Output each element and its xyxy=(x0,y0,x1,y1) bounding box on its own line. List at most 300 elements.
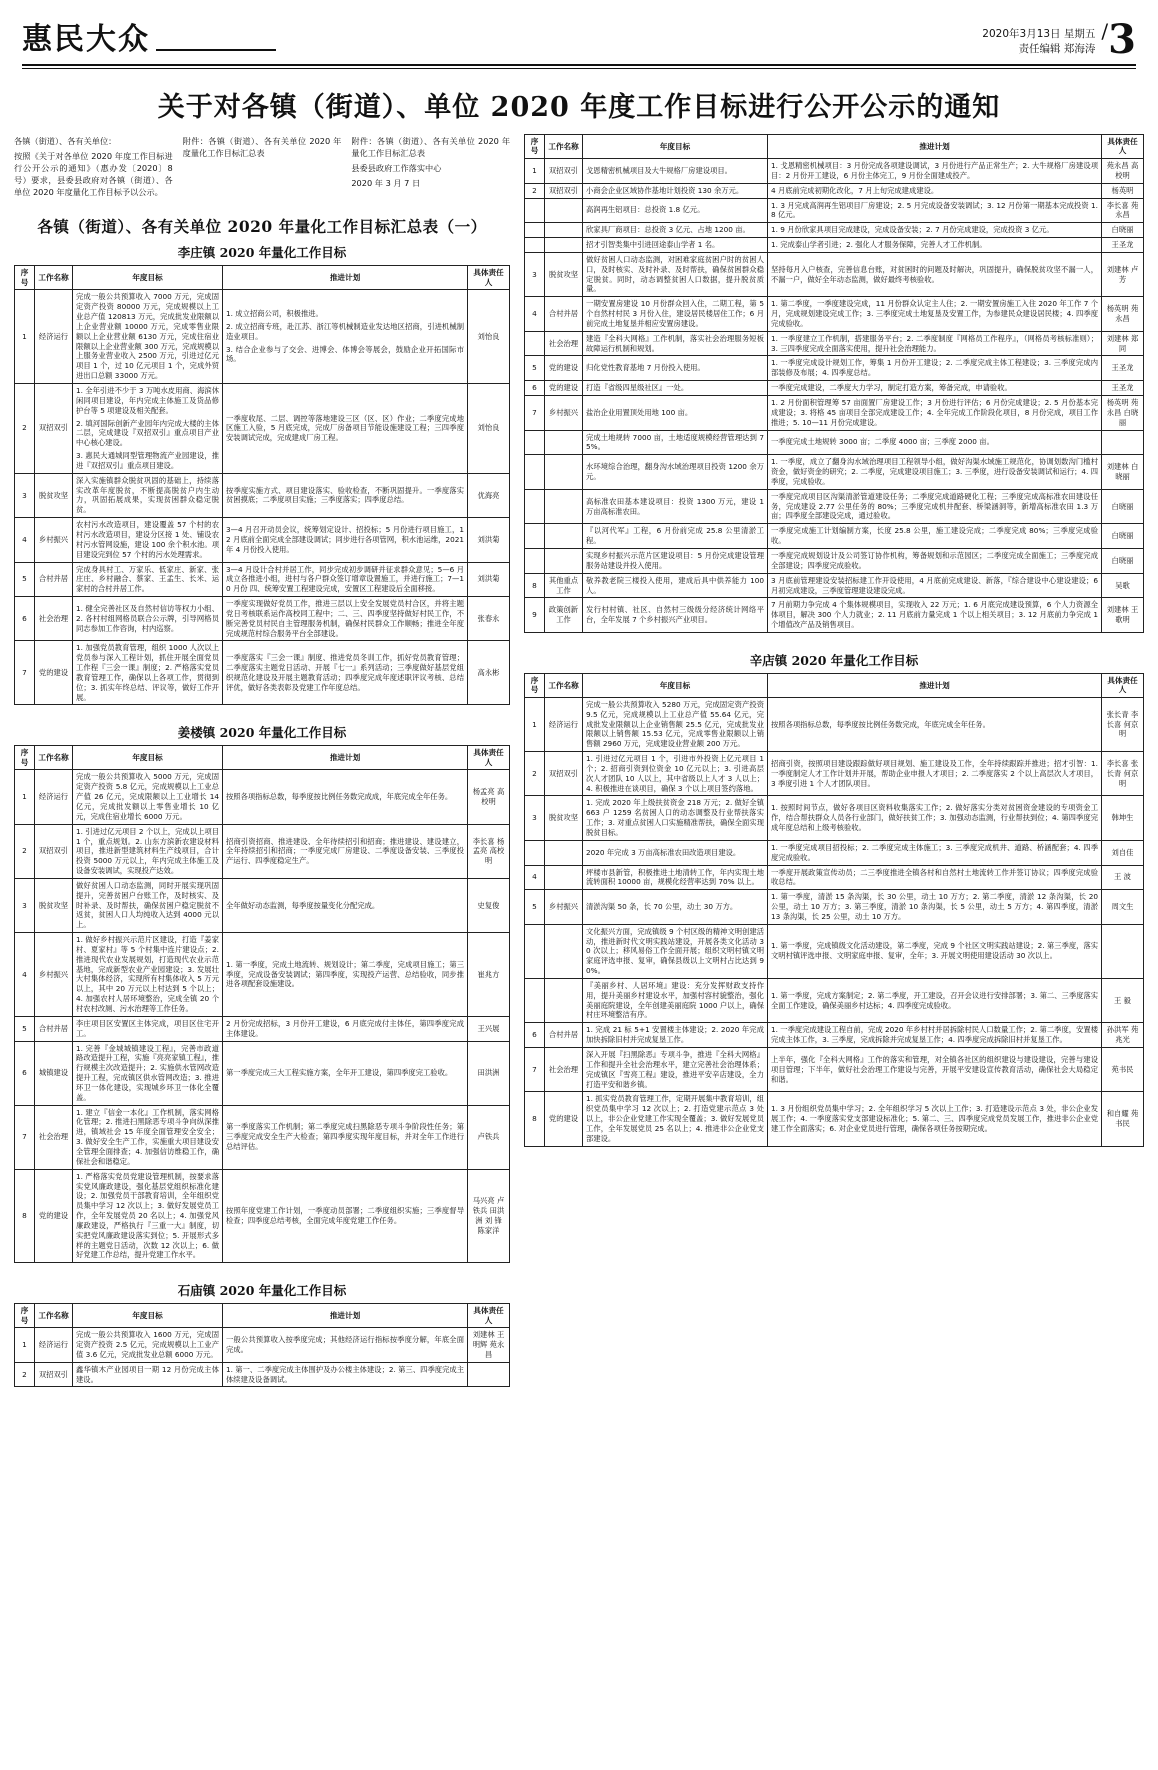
th-responsible: 具体责任人 xyxy=(1102,673,1144,697)
cell-plan: 第一季度落实工作机制；第二季度完成扫黑除恶专项斗争阶段性任务；第三季度完成安全生产大检查；第四季度实现年度目标，并对全年工作进行总结评估。 xyxy=(223,1105,468,1169)
cell-annual-goal: 深入开展『扫黑除恶』专项斗争，推进『全科大网格』工作和提升全社会治理水平，建立完善社会治理体系；完成镇区『雪亮工程』建设，推进平安辛店建设，全力打造平安和谐乡镇。 xyxy=(583,1048,768,1092)
cell-work-name: 城镇建设 xyxy=(35,1041,73,1105)
cell-annual-goal: 农村污水改造项目，建设覆盖 57 个村的农村污水改造项目，建设分区接 1 处、铺设农村污水管网设施，建设 100 余个积水池。项目建设完到位 57 个村的污水处理需求。 xyxy=(73,518,223,562)
goal-table-body-1 xyxy=(15,770,510,1263)
table-row xyxy=(525,524,1144,549)
cell-row-number: 7 xyxy=(15,1105,35,1169)
cell-plan: 一季度收尾、二层、调控等落地建设三区（区、区）作业；二季度完成地区施工入验，5 月底完成，完成厂房备项目节能设施建设工程；三四季度安装调试完成，完成建成厂房工程。 xyxy=(223,384,468,474)
table-row xyxy=(15,562,510,597)
cell-responsible: 韩坤生 xyxy=(1102,796,1144,840)
cell-plan: 一季度开展政策宣传动员；二三季度推进全镇各村和自然村土地流转工作并签订协议；四季度完成验收总结。 xyxy=(768,865,1102,890)
table-row xyxy=(525,978,1144,1022)
cell-row-number: 8 xyxy=(15,1169,35,1263)
cell-responsible: 史复俊 xyxy=(468,878,510,932)
cell-row-number: 5 xyxy=(525,356,545,381)
cell-row-number xyxy=(525,840,545,865)
th-no: 序号 xyxy=(525,673,545,697)
cell-work-name xyxy=(545,198,583,223)
cell-work-name: 合村并居 xyxy=(545,297,583,332)
cell-responsible: 李长喜 张长青 何京明 xyxy=(1102,752,1144,796)
cell-responsible: 白晓丽 xyxy=(1102,489,1144,524)
cell-plan: 一季度实现做好党员工作，推进三层以上安全发展党员村合区，并将主题党日考核联系运作高校同工程中；二、三、四季度坚持做好村民工作，不断完善党员村民自主管理服务机制，确保村民群众工作顺畅；推进全年度完成规范村综合服务平台全部建设。 xyxy=(223,597,468,641)
th-work-name: 工作名称 xyxy=(545,673,583,697)
cell-responsible: 刘建林 郑同 xyxy=(1102,331,1144,356)
masthead-right xyxy=(982,16,1136,63)
cell-work-name: 党的建设 xyxy=(545,381,583,396)
th-no: 序号 xyxy=(15,1304,35,1328)
cell-row-number: 1 xyxy=(15,1328,35,1363)
table-row xyxy=(15,1362,510,1387)
cell-responsible: 刘建林 王明辉 苑永昌 xyxy=(468,1328,510,1363)
cell-responsible: 卢铁兵 xyxy=(468,1105,510,1169)
cell-annual-goal: 欣家具厂商项目：总投资 3 亿元、占地 1200 亩。 xyxy=(583,223,768,238)
th-annual-goal: 年度目标 xyxy=(73,1304,223,1328)
table-row xyxy=(525,865,1144,890)
cell-row-number xyxy=(525,198,545,223)
th-plan: 推进计划 xyxy=(768,673,1102,697)
cell-plan: 4 月底前完成初期化改化，7 月上旬完成建成建设。 xyxy=(768,183,1102,198)
cell-work-name: 双招双引 xyxy=(35,384,73,474)
table-row xyxy=(525,1092,1144,1146)
cell-plan: 按照各项指标总数，每季度按比例任务数完成成，年底完成全年任务。 xyxy=(223,770,468,824)
cell-annual-goal: 2020 年完成 3 万亩高标准农田改造项目建设。 xyxy=(583,840,768,865)
cell-responsible: 白晓丽 xyxy=(1102,548,1144,573)
cell-plan: 上半年，强化『全科大网格』工作的落实和管理，对全镇各社区的组织建设与建设建设，完善与建设项目管理；下半年，做好社会治理工作建设与完善，开展平安建设宣传教育活动，确保社会大局稳定和谐。 xyxy=(768,1048,1102,1092)
cell-plan: 一季度完成施工计划编制方案，长度 25.8 公里，施工建设完成；二季度完成 80%；三季度完成验收。 xyxy=(768,524,1102,549)
cell-work-name: 社会治理 xyxy=(545,1048,583,1092)
cell-plan: 1. 按照时间节点，做好各项目区资料收集落实工作；2. 做好落实分类对贫困资金建设的专项资金工作，结合帮扶群众人员各行业部门，做好扶贫工作；3. 加强动态监测，行业帮扶到位；4. 第四季度完成年度总结和上级考核验收。 xyxy=(768,796,1102,840)
cell-work-name: 双招双引 xyxy=(545,752,583,796)
cell-responsible: 刘建林 卢 芳 xyxy=(1102,252,1144,296)
cell-work-name: 经济运行 xyxy=(35,290,73,384)
cell-annual-goal: 『美丽乡村、人居环境』建设：充分发挥财政支持作用，提升美丽乡村建设水平，加强村容村貌整治，强化美丽庭院建设，全年创建美丽庭院 1000 户以上，确保村庄环境整洁有序。 xyxy=(583,978,768,1022)
table-row xyxy=(525,796,1144,840)
th-annual-goal: 年度目标 xyxy=(73,746,223,770)
cell-annual-goal: 1. 健全完善社区及自然村信访等权力小组、2. 各村村组网格员联合公示牌，引导网格员同志参加工作咨询，村内巡察。 xyxy=(73,597,223,641)
cell-plan: 一季度完成土地规转 3000 亩；二季度 4000 亩；三季度 2000 亩。 xyxy=(768,430,1102,455)
cell-responsible: 刘洪菊 xyxy=(468,518,510,562)
cell-work-name xyxy=(545,238,583,253)
th-responsible: 具体责任人 xyxy=(468,746,510,770)
table-row xyxy=(525,924,1144,978)
cell-plan: 1. 成立招商公司，积极推进。 2. 成立招商专班，赴江苏、浙江等机械制造业发达地区招商，引进机械制造业项目。 3. 结合企业参与了交会、进博会、体博会等展会，鼓励企业开拓国际市场。 xyxy=(223,290,468,384)
page-title: 关于对各镇（街道）、单位 2020 年度工作目标进行公开公示的通知 xyxy=(157,92,1001,123)
notice-salutation: 各镇（街道）、各有关单位： xyxy=(14,136,117,146)
cell-row-number: 2 xyxy=(15,824,35,878)
table-row xyxy=(525,356,1144,381)
cell-plan: 2 月份完成招标，3 月份开工建设，6 月底完成付主体任，第四季度完成主体建设。 xyxy=(223,1016,468,1041)
th-work-name: 工作名称 xyxy=(35,1304,73,1328)
page-number xyxy=(1101,16,1136,63)
table-row xyxy=(525,430,1144,455)
cell-responsible: 白晓丽 xyxy=(1102,524,1144,549)
table-row xyxy=(525,840,1144,865)
cell-responsible xyxy=(1102,924,1144,978)
cell-responsible: 田洪洲 xyxy=(468,1041,510,1105)
cell-plan: 招商引资招商、推进建设、全年待续招引和招商；推进建设、建设建立，全年持续招引和招商；一季度完成厂房建设、二季度设备安装、三季度投产运行、四季度稳定生产。 xyxy=(223,824,468,878)
cell-responsible: 和自耀 苑书民 xyxy=(1102,1092,1144,1146)
table-row xyxy=(15,824,510,878)
cell-annual-goal: 打造『省级四星级社区』一处。 xyxy=(583,381,768,396)
cell-row-number: 9 xyxy=(525,598,545,633)
th-annual-goal: 年度目标 xyxy=(583,673,768,697)
cell-plan: 1. 3 月完成高润再生铝项目厂房建设；2. 5 月完成设备安装调试；3. 12 月份第一期基本完成投资 1.8 亿元。 xyxy=(768,198,1102,223)
cell-work-name: 双招双引 xyxy=(35,824,73,878)
masthead-rule xyxy=(22,64,1136,66)
table-row xyxy=(15,1328,510,1363)
cell-responsible: 王圣龙 xyxy=(1102,381,1144,396)
th-responsible: 具体责任人 xyxy=(468,266,510,290)
cell-plan: 一季度完成建设，二季度大力学习，制定打造方案，筹备完成，申请验收。 xyxy=(768,381,1102,396)
table-row xyxy=(15,384,510,474)
cell-plan: 3—4 月设计合村并居工作，同步完成初步调研并征求群众意见；5—6 月成立各推进小组，进村与各户群众签订增章设置施工，并进行施工；7—10 月份 四、统筹安置工程建设完成，安置区工程建设后全面移接。 xyxy=(223,562,468,597)
cell-work-name: 其他重点工作 xyxy=(545,573,583,598)
section-title: 各镇（街道）、各有关单位 2020 年量化工作目标汇总表（一） xyxy=(37,217,487,237)
cell-annual-goal: 完成身具村工、万家乐、低家庄、新家、张庄庄、乡村融合、蔡家、王孟生、长米、运家村的合村并居工作。 xyxy=(73,562,223,597)
cell-annual-goal: 水环境综合治理，翻身沟水域治理项目投资 1200 余万元。 xyxy=(583,455,768,490)
cell-annual-goal: 完成一般公共预算收入 1600 万元，完成固定资产投资 2.5 亿元，完成规模以上工业产值 3.6 亿元，完成批发业总额 6000 万元。 xyxy=(73,1328,223,1363)
cell-row-number xyxy=(525,978,545,1022)
cell-work-name: 社会治理 xyxy=(545,331,583,356)
content-columns xyxy=(0,134,1158,1405)
cell-responsible xyxy=(468,1362,510,1387)
th-no: 序号 xyxy=(15,266,35,290)
cell-annual-goal: 实现乡村振兴示范片区建设项目：5 月份完成建设管理服务站建设并投入使用。 xyxy=(583,548,768,573)
cell-annual-goal: 1. 严格落实党员党建设管理机制，按要求落实党风廉政建设，强化基层党组织标准化建设；2. 加强党员干部教育培训，全年组织党员集中学习 12 次以上；3. 做好发展党员工作，全年发展党员 20 名以上；4. 加强党风廉政建设，严格执行『三重一大』制度，切实把党风廉政建设落实到位；5. 开展形式多样的主题党日活动，次数 12 次以上；6. 做好党建工作总结，提升党建工作水平。 xyxy=(73,1169,223,1263)
table-row xyxy=(15,290,510,384)
table-title-2: 石庙镇 2020 年量化工作目标 xyxy=(177,1283,347,1299)
cell-plan: 1. 一季度完成设计规划工作，筹集 1 月份开工建设；2. 二季度完成主体工程建设；3. 三季度完成内部装修及布展；4. 四季度总结。 xyxy=(768,356,1102,381)
table-row xyxy=(525,489,1144,524)
cell-row-number xyxy=(525,524,545,549)
cell-row-number xyxy=(525,924,545,978)
table-row xyxy=(15,1041,510,1105)
table-row xyxy=(525,252,1144,296)
cell-annual-goal: 做好贫困人口动态监测，同时开展实现巩固提升，完善贫困户台账工作，及时核实、及时补录、及时帮扶，确保贫困户稳定脱贫不返贫，贫困人口人均纯收入达到 4000 元以上。 xyxy=(73,878,223,932)
cell-annual-goal: 小商会企业区域协作基地计划投资 130 余万元。 xyxy=(583,183,768,198)
cell-row-number: 1 xyxy=(15,290,35,384)
table-row xyxy=(15,1016,510,1041)
cell-plan: 7 月前期力争完成 4 个集体规模项目，实现收入 22 万元；1. 6 月底完成建设预算，6 个人力资源全体项目，解决 300 个人力就业；2. 11 月底前力量完成 1 个以上相关项目；3. 12 月底前力争完成 1 个增值改产品及销售项目。 xyxy=(768,598,1102,633)
cell-row-number: 4 xyxy=(15,933,35,1017)
cell-annual-goal: 1. 引进过亿元项目 1 个，引进市外投资上亿元项目 1 个；2. 招商引资到位资金 10 亿元以上；3. 引进高层次人才团队 10 人以上，其中省级以上人才 3 人以上；4. 积极推进在谈项目，确保 3 个以上项目签约落地。 xyxy=(583,752,768,796)
cell-work-name xyxy=(545,524,583,549)
cell-work-name: 经济运行 xyxy=(35,770,73,824)
cell-row-number: 7 xyxy=(15,641,35,705)
cell-responsible: 刘建林 王歌明 xyxy=(1102,598,1144,633)
cell-plan: 一季度完成项目区沟渠清淤管道建设任务；二季度完成道路硬化工程；三季度完成高标准农田建设任务，完成建设 2.77 公里任务的 80%；三季度完成机井配套、桥梁涵洞等，新增高标准农田 1.3 万亩；四季度全部建设完成，通过验收。 xyxy=(768,489,1102,524)
cell-row-number: 2 xyxy=(525,752,545,796)
publication-date: 2020年3月13日 星期五 xyxy=(982,27,1096,40)
cell-plan: 1. 一季度，成立了翻身沟水域治理项目工程领导小组，做好沟渠水域施工规范化，协调划数沟门槛村资金，做好资金的研究；2. 二季度，完成建设项目施工；3. 三季度，进行设备安装调试和运行；4. 四季度，完成验收。 xyxy=(768,455,1102,490)
cell-annual-goal: 建造『全科大网格』工作机制，落实社会治理服务短板故障运行机制和规划。 xyxy=(583,331,768,356)
table-row xyxy=(525,752,1144,796)
cell-annual-goal: 1. 引进过亿元项目 2 个以上，完成以上项目 1 个，重点规划。2. 山东方滨新农建设材料项目，推进新型建筑材料生产线项目，合计投资 5000 万元以上，年内完成主体施工及设备安装调试，实现投产达效。 xyxy=(73,824,223,878)
cell-work-name: 双招双引 xyxy=(545,158,583,183)
cell-row-number: 5 xyxy=(525,890,545,925)
table-row xyxy=(525,158,1144,183)
cell-annual-goal: 1. 完善『金城城镇建设工程』，完善市政道路改造提升工程，实施『亮亮家镇工程』，推行规模主次改造提升；2. 实施供水管网改造提升工程，完成镇区供水管网改造；3. 推进环卫一体化建设，实现城乡环卫一体化全覆盖。 xyxy=(73,1041,223,1105)
cell-plan: 1. 2 月份面积管理筹 57 亩面置厂房建设工作；3 月份进行评估；6 月份完成建设；2. 5 月份基本完成建设；3. 将格 45 亩项目全部完成建设工作；4. 全年完成工作阶段化项目，8 月份完成，项目工作推进；5. 10—11 月份完成建设。 xyxy=(768,396,1102,431)
cell-plan: 招商引资，按照项目建设跟踪做好项目规划、施工建设及工作，全年持续跟踪并推进；招才引智：1. 一季度制定人才工作计划并开展，帮助企业申报人才项目；2. 二季度落实 2 个以上高层次人才项目，3 季度引进 1 个人才团队项目。 xyxy=(768,752,1102,796)
cell-responsible: 王 波 xyxy=(1102,865,1144,890)
cell-annual-goal: 完成一般公共预算收入 5000 万元，完成固定资产投资 5.8 亿元，完成规模以上工业总产值 26 亿元，完成限额以上工业增长 14 亿元，完成批发额以上零售业增长 10 亿元，完成住宿业增长 6000 万元。 xyxy=(73,770,223,824)
goal-table-body-4 xyxy=(525,697,1144,1146)
cell-annual-goal: 清淤沟渠 50 条，长 70 公里，动土 30 万方。 xyxy=(583,890,768,925)
cell-responsible: 刘怡良 xyxy=(468,290,510,384)
cell-work-name: 脱贫攻坚 xyxy=(545,796,583,840)
cell-responsible: 刘怡良 xyxy=(468,384,510,474)
cell-work-name xyxy=(545,924,583,978)
editor-line: 责任编辑 郑海涛 xyxy=(1018,43,1096,56)
cell-row-number: 1 xyxy=(525,697,545,751)
cell-responsible: 王圣龙 xyxy=(1102,238,1144,253)
cell-row-number: 1 xyxy=(15,770,35,824)
th-plan: 推进计划 xyxy=(223,1304,468,1328)
cell-plan: 1. 戈恩精密机械项目：3 月份完成各项建设调试，3 月份进行产品正常生产；2. 大牛规格厂房建设项目：2 月份开工建设，6 月份主体完工，9 月份全面建成投产。 xyxy=(768,158,1102,183)
cell-annual-goal: 敬养教老院三楼投入使用，建成后具中供养能力 100 人。 xyxy=(583,573,768,598)
cell-annual-goal: 招才引智类集中引进回途泰山学者 1 名。 xyxy=(583,238,768,253)
cell-work-name: 党的建设 xyxy=(35,641,73,705)
cell-annual-goal: 戈恩精密机械项目及大牛规格厂房建设项目。 xyxy=(583,158,768,183)
cell-row-number: 8 xyxy=(525,1092,545,1146)
cell-annual-goal: 坪楼市县新管，积极推进土地清转工作，年内实现土地流转面积 10000 亩，规模化经营率达到 70% 以上。 xyxy=(583,865,768,890)
cell-row-number: 5 xyxy=(15,1016,35,1041)
th-responsible: 具体责任人 xyxy=(468,1304,510,1328)
th-plan: 推进计划 xyxy=(223,266,468,290)
table-header-row xyxy=(15,266,510,290)
cell-work-name xyxy=(545,430,583,455)
table-row xyxy=(525,381,1144,396)
cell-responsible: 杨英明 xyxy=(1102,183,1144,198)
notice-block xyxy=(14,134,510,209)
cell-plan: 1. 完成泰山学者引进；2. 强化人才服务保障，完善人才工作机制。 xyxy=(768,238,1102,253)
table-row xyxy=(15,1105,510,1169)
cell-row-number xyxy=(525,331,545,356)
th-responsible: 具体责任人 xyxy=(1102,135,1144,159)
masthead-meta xyxy=(982,27,1095,59)
cell-plan: 1. 一季度完成项目招投标；2. 二季度完成主体施工；3. 三季度完成机井、道路、桥涵配套；4. 四季度完成验收。 xyxy=(768,840,1102,865)
cell-annual-goal: 1. 建立『信金一本化』工作机制，落实网格化管理；2. 推进扫黑除恶专项斗争向纵深推进，镇域社会 15 年度全面管理安全安全；3. 做好安全生产工作，实施重大项目建设安全管理全面排查；4. 加强信访维稳工作，确保社会和谐稳定。 xyxy=(73,1105,223,1169)
cell-plan: 1. 3 月份组织党员集中学习；2. 全年组织学习 5 次以上工作；3. 打造建设示范点 3 处，非公企业发展工作；4. 一季度落实党支部建设标准化；5. 第二、三、四季度完成党员发展工作，推进非公企业党建工作全面落实；6. 对企业党员进行管理，确保各项任务按期完成。 xyxy=(768,1092,1102,1146)
cell-responsible: 李长喜 苑永昌 xyxy=(1102,198,1144,223)
right-column xyxy=(524,134,1144,1147)
cell-annual-goal: 1. 加强党员教育管理，组织 1000 人次以上党员参与深入工程计划，抓住开展全面党员工作程『三会一课』制度；2. 严格落实党员教育管理工作，确保以上各项工作，贯彻到位；3. 抓实年终总结、评议等，做好工作开展。 xyxy=(73,641,223,705)
cell-annual-goal: 一期安置房建设 10 月份群众回入住，二期工程，第 5 个自然村村民 3 月份入住，建设居民楼居住工作；6 月前完成土地复垦并相应安置房建设。 xyxy=(583,297,768,332)
cell-row-number: 3 xyxy=(525,796,545,840)
cell-row-number: 4 xyxy=(525,297,545,332)
table-row xyxy=(525,297,1144,332)
cell-annual-goal: 完成土地规转 7000 亩，土地适度规模经营管理达到 75%。 xyxy=(583,430,768,455)
cell-work-name xyxy=(545,840,583,865)
cell-row-number: 3 xyxy=(525,252,545,296)
cell-row-number xyxy=(525,548,545,573)
cell-row-number: 4 xyxy=(525,865,545,890)
table-title-4: 辛店镇 2020 年量化工作目标 xyxy=(749,652,919,668)
cell-annual-goal: 高润再生铝项目：总投资 1.8 亿元。 xyxy=(583,198,768,223)
notice-attachment-2: 附件：各镇（街道）、各有关单位 2020 年量化工作目标汇总表 xyxy=(351,136,511,158)
cell-work-name: 党的建设 xyxy=(35,1169,73,1263)
cell-row-number: 2 xyxy=(525,183,545,198)
table-header-row xyxy=(15,1304,510,1328)
cell-row-number xyxy=(525,238,545,253)
cell-plan: 第一季度完成三大工程实施方案，全年开工建设，第四季度完工验收。 xyxy=(223,1041,468,1105)
cell-annual-goal: 深入实施镇群众脱贫巩固的基础上，持续落实改革年度脱贫，不断提高脱贫户内生动力，巩固拓展成果，实现贫困群众稳定脱贫。 xyxy=(73,473,223,517)
notice-attachment-1: 附件：各镇（街道）、各有关单位 2020 年度量化工作目标汇总表 xyxy=(182,136,342,158)
page-number-slash: / xyxy=(1101,19,1109,43)
cell-responsible: 刘建林 白晓丽 xyxy=(1102,455,1144,490)
cell-annual-goal: 盐治企业用置顶处用地 100 亩。 xyxy=(583,396,768,431)
cell-row-number xyxy=(525,489,545,524)
cell-responsible: 苑永昌 高校明 xyxy=(1102,158,1144,183)
cell-responsible: 王兴展 xyxy=(468,1016,510,1041)
cell-work-name: 社会治理 xyxy=(35,597,73,641)
page-number-value: 3 xyxy=(1108,16,1136,63)
cell-work-name xyxy=(545,455,583,490)
cell-plan: 1. 第一季度，完成镇级文化活动建设，第二季度，完成 9 个社区文明实践站建设；2. 第三季度，落实文明村镇评选申报、文明家庭申报、复审，全年；3. 开展文明使用建设活动 30 次以上。 xyxy=(768,924,1102,978)
cell-plan: 1. 第一季度，完成土地流转、规划设计；第二季度，完成项目施工；第三季度，完成设备安装调试；第四季度，实现投产运营、总结验收，同步推进各项配套设施建设。 xyxy=(223,933,468,1017)
cell-row-number: 6 xyxy=(15,1041,35,1105)
cell-annual-goal: 1. 抓实党员教育管理工作，定期开展集中教育培训，组织党员集中学习 12 次以上；2. 打造党建示范点 3 处以上，非公企业党建工作实现全覆盖；3. 做好发展党员工作，全年发展党员 25 名以上；4. 推进非公企业党支部建设。 xyxy=(583,1092,768,1146)
table-row xyxy=(15,641,510,705)
cell-responsible: 马兴亮 卢铁兵 田洪洲 刘 锋 陈家洋 xyxy=(468,1169,510,1263)
cell-annual-goal: 归化党性教育基地 7 月份投入使用。 xyxy=(583,356,768,381)
cell-work-name xyxy=(545,978,583,1022)
cell-plan: 一季度完成规划设计及公司签订协作机构，筹备规划和示范园区；二季度完成全面施工；三季度完成全部建设；四季度完成验收。 xyxy=(768,548,1102,573)
cell-row-number: 4 xyxy=(15,518,35,562)
cell-annual-goal: 文化振兴方面，完成镇级 9 个村区级的精神文明创建活动，推进新时代文明实践站建设，开展各类文化活动 30 次以上；移风易俗工作全面开展；组织文明村镇文明家庭评选申报、复审，确保县级以上文明村占比达到 90%。 xyxy=(583,924,768,978)
cell-responsible: 白晓丽 xyxy=(1102,223,1144,238)
table-row xyxy=(525,183,1144,198)
cell-plan: 3 月底前管理建设安装招标建工作开设使用，4 月底前完成建设、新落，『综合建设中心建设建设；6 月初完成建设，三季度管理建设建设完成。 xyxy=(768,573,1102,598)
cell-row-number: 1 xyxy=(525,158,545,183)
cell-row-number: 5 xyxy=(15,562,35,597)
table-row xyxy=(525,1023,1144,1048)
th-plan: 推进计划 xyxy=(768,135,1102,159)
cell-row-number: 3 xyxy=(15,878,35,932)
cell-work-name: 脱贫攻坚 xyxy=(35,473,73,517)
cell-work-name: 合村并居 xyxy=(35,1016,73,1041)
cell-work-name: 经济运行 xyxy=(35,1328,73,1363)
table-row xyxy=(525,223,1144,238)
table-row xyxy=(525,198,1144,223)
cell-annual-goal: 1. 完成 21 标 5+1 安置楼主体建设；2. 2020 年完成加快拆除旧村并完成复垦工作。 xyxy=(583,1023,768,1048)
cell-annual-goal: 完成一般公共预算收入 7000 万元，完成固定资产投资 80000 万元，完成规模以上工业总产值 120813 万元，完成批发业限额以上企业营业额 10000 万元，完成零售业限额以上企业营业额 6130 万元，完成住宿业限额以上企业营业额 300 万元，完成规模以上服务业营业收入 2500 万元，引进过亿元项目 1 个，过 10 亿元项目 1 个，完成外贸进出口总额 33000 万元。 xyxy=(73,290,223,384)
table-row xyxy=(525,238,1144,253)
cell-row-number: 7 xyxy=(525,396,545,431)
cell-work-name xyxy=(545,865,583,890)
cell-responsible: 苑书民 xyxy=(1102,1048,1144,1092)
cell-work-name xyxy=(545,489,583,524)
cell-responsible xyxy=(1102,430,1144,455)
goal-table-shimiao xyxy=(14,1303,510,1387)
cell-row-number: 2 xyxy=(15,1362,35,1387)
cell-plan: 1. 第一季度，完成方案制定；2. 第二季度，开工建设，召开会议进行安排部署；3. 第二、三季度落实全面工作建设，确保美丽乡村达标；4. 四季度完成验收。 xyxy=(768,978,1102,1022)
cell-annual-goal: 1. 做好乡村振兴示范片区建设，打造『姜家村、夏家村』等 5 个村集中连片建设点；2. 推进现代农业发展规划，打造现代农业示范基地，完成新型农业产业园建设；3. 发展壮大村集体经济，实现所有村集体收入 5 万元以上，其中 20 万元以上村达到 5 个以上；4. 加强农村人居环境整治，完成全镇 20 个村农村改厕、污水治理等工作任务。 xyxy=(73,933,223,1017)
notice-col-2 xyxy=(183,136,342,201)
cell-work-name: 乡村振兴 xyxy=(545,396,583,431)
cell-annual-goal: 做好贫困人口动态监测，对困难家庭贫困户时的贫困人口，及时核实、及时补录、及时帮扶，确保贫困群众稳定脱贫。同时，动态调整贫困人口数据，提升脱贫质量。 xyxy=(583,252,768,296)
notice-body: 按照《关于对各单位 2020 年度工作目标进行公开公示的通知》（惠办发〔2020〕8 号）要求，县委县政府对各镇（街道）、各单位 2020 年度量化工作目标予以公示。 xyxy=(14,150,173,197)
cell-plan: 1. 第一、二季度完成主体围护及办公楼主体建设；2. 第三、四季度完成主体续建及设备调试。 xyxy=(223,1362,468,1387)
cell-row-number: 6 xyxy=(525,381,545,396)
masthead xyxy=(0,0,1158,62)
cell-work-name: 脱贫攻坚 xyxy=(35,878,73,932)
cell-plan: 一季度落实『三会一课』制度、推进党员冬训工作，抓好党员教育管理；二季度落实主题党日活动、开展『七一』系列活动；三季度做好基层党组织规范化建设及开展主题教育活动；四季度完成年度述职评议考核、总结评优，做好各类表彰及党建工作年度总结。 xyxy=(223,641,468,705)
cell-annual-goal: 李庄项目区安置区主体完成，项目区住宅开工。 xyxy=(73,1016,223,1041)
table-row xyxy=(15,518,510,562)
cell-work-name: 脱贫攻坚 xyxy=(545,252,583,296)
cell-row-number: 8 xyxy=(525,573,545,598)
table-row xyxy=(525,890,1144,925)
cell-plan: 坚持每月入户核查，完善信息台账，对贫困时的问题及时解决，巩固提升，确保脱贫攻坚不漏一人，不漏一户，做好全年动态监测，做好最终考核验收。 xyxy=(768,252,1102,296)
cell-plan: 1. 一季度建立工作机制，搭建服务平台；2. 二季度制度『网格员工作程序』，（网格员考核标准则）；3. 三四季度完成全面落实使用，提升社会治理能力。 xyxy=(768,331,1102,356)
table-row xyxy=(525,598,1144,633)
table-header-row xyxy=(525,135,1144,159)
goal-table-body-3 xyxy=(525,158,1144,632)
cell-plan: 1. 第二季度，一季度建设完成，11 月份群众认定主人住；2. 一期安置房施工入住 2020 年工作 7 个月，完成规划建设完成工作；3. 三季度完成土地复垦及安置工作，为参建民众建设居民楼；4. 四季度完成验收。 xyxy=(768,297,1102,332)
cell-responsible: 杨孟亮 高校明 xyxy=(468,770,510,824)
goal-table-shimiao-cont xyxy=(524,134,1144,633)
cell-work-name: 乡村振兴 xyxy=(35,933,73,1017)
table-row xyxy=(525,697,1144,751)
cell-work-name xyxy=(545,223,583,238)
cell-plan: 按季度实施方式、项目建设落实、验收检查，不断巩固提升。一季度落实贫困摸底；二季度项目实施；三季度落实；四季度总结。 xyxy=(223,473,468,517)
newspaper-logo-text: 惠民大众 xyxy=(22,22,150,57)
cell-responsible: 杨英明 苑永昌 白晓丽 xyxy=(1102,396,1144,431)
table-row xyxy=(525,455,1144,490)
cell-responsible: 王 毅 xyxy=(1102,978,1144,1022)
cell-plan: 3—4 月召开动员会议，统筹划定设计、招投标；5 月份进行项目施工，12 月底前全面完成全部建设调试；同步进行各项管网，积水池运维，2021 年 4 月份投入使用。 xyxy=(223,518,468,562)
signature-date: 2020 年 3 月 7 日 xyxy=(351,177,421,188)
goal-table-jianglou xyxy=(14,745,510,1263)
table-row xyxy=(525,396,1144,431)
goal-table-lizhuang xyxy=(14,265,510,705)
cell-work-name: 乡村振兴 xyxy=(545,890,583,925)
th-no: 序号 xyxy=(525,135,545,159)
cell-work-name: 双招双引 xyxy=(35,1362,73,1387)
notice-col-1 xyxy=(14,136,173,201)
cell-annual-goal: 发行村村镇、社区、自然村三级级分经济统计网络平台，全年发展 7 个乡村振兴产业项目。 xyxy=(583,598,768,633)
cell-responsible: 崔兆方 xyxy=(468,933,510,1017)
th-annual-goal: 年度目标 xyxy=(73,266,223,290)
left-column xyxy=(14,134,510,1387)
cell-responsible: 王圣龙 xyxy=(1102,356,1144,381)
cell-plan: 1. 第一季度，清淤 15 条沟渠，长 30 公里，动土 10 万方；2. 第二季度，清淤 12 条沟渠，长 20 公里，动土 10 万方；3. 第三季度，清淤 10 条沟渠，长 5 公里，动土 5 万方；4. 第四季度，清淤 13 条沟渠，长 25 公里，动土 10 万方。 xyxy=(768,890,1102,925)
cell-responsible: 张春永 xyxy=(468,597,510,641)
cell-annual-goal: 高标准农田基本建设项目：投资 1300 万元，建设 1 万亩高标准农田。 xyxy=(583,489,768,524)
notice-col-3 xyxy=(351,136,510,201)
table-row xyxy=(15,597,510,641)
cell-work-name: 合村并居 xyxy=(35,562,73,597)
cell-row-number xyxy=(525,223,545,238)
table-row xyxy=(15,878,510,932)
cell-annual-goal: 完成一般公共预算收入 5280 万元，完成固定资产投资 9.5 亿元，完成规模以上工业总产值 55.64 亿元，完成批发业限额以上企业销售额 25.5 亿元，完成批发业限额以上销售额 15.53 亿元，完成零售业限额以上销售额 2960 万元，完成建设业营业额 200 万元。 xyxy=(583,697,768,751)
cell-row-number: 6 xyxy=(15,597,35,641)
cell-row-number: 7 xyxy=(525,1048,545,1092)
table-title-0: 李庄镇 2020 年量化工作目标 xyxy=(177,245,347,261)
cell-plan: 1. 9 月份欣家具项目完成建设，完成设备安装；2. 7 月份完成建设，完成投资 3 亿元。 xyxy=(768,223,1102,238)
cell-annual-goal: 『以河代军』工程，6 月份前完成 25.8 公里清淤工程。 xyxy=(583,524,768,549)
th-work-name: 工作名称 xyxy=(35,746,73,770)
table-row xyxy=(525,573,1144,598)
cell-responsible: 高永彬 xyxy=(468,641,510,705)
th-plan: 推进计划 xyxy=(223,746,468,770)
cell-work-name: 党的建设 xyxy=(545,356,583,381)
table-row xyxy=(15,1169,510,1263)
cell-plan: 全年做好动态监测，每季度按量变化分配完成。 xyxy=(223,878,468,932)
goal-table-body-2 xyxy=(15,1328,510,1387)
